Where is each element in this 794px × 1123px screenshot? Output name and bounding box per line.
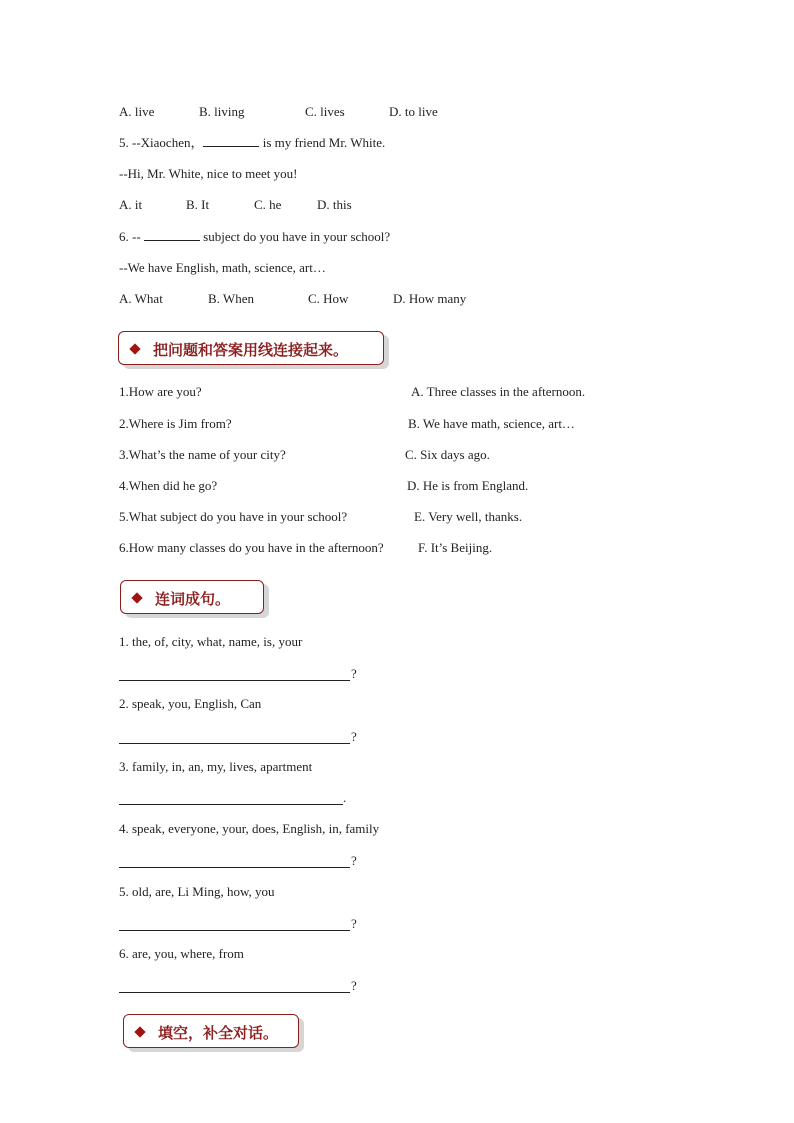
match-answer: E. Very well, thanks. (414, 509, 523, 524)
q6-blank[interactable] (144, 229, 200, 241)
q5-option-a: A. it (119, 197, 143, 212)
match-answer: F. It’s Beijing. (418, 540, 493, 555)
q4-option-b: B. living (199, 104, 245, 119)
answer-line[interactable] (119, 804, 343, 805)
q6-question (119, 229, 390, 245)
answer-line[interactable] (119, 743, 350, 744)
match-answer: B. We have math, science, art… (408, 416, 575, 431)
section-title-fill: 填空，补全对话。 (158, 1024, 279, 1042)
diamond-icon (134, 1026, 145, 1037)
answer-line[interactable] (119, 867, 350, 868)
q5-reply: --Hi, Mr. White, nice to meet you! (119, 166, 298, 181)
q5-option-d: D. this (317, 197, 352, 212)
q5-option-c: C. he (254, 197, 282, 212)
section-title-order: 连词成句。 (155, 590, 231, 608)
q4-option-c: C. lives (305, 104, 345, 119)
answer-end-mark: . (343, 790, 347, 805)
q5-question (119, 135, 385, 151)
answer-line[interactable] (119, 992, 350, 993)
q5-blank[interactable] (203, 135, 259, 147)
order-words: 2. speak, you, English, Can (119, 696, 262, 711)
match-question: 6.How many classes do you have in the afternoon? (119, 540, 384, 555)
section-header-order (120, 580, 264, 614)
match-answer: D. He is from England. (407, 478, 529, 493)
match-question: 5.What subject do you have in your school? (119, 509, 348, 524)
match-question: 1.How are you? (119, 384, 202, 399)
section-title-match: 把问题和答案用线连接起来。 (153, 341, 349, 359)
q6-reply: --We have English, math, science, art… (119, 260, 326, 275)
match-question: 3.What’s the name of your city? (119, 447, 286, 462)
order-words: 1. the, of, city, what, name, is, your (119, 634, 303, 649)
q6-prefix: 6. -- (119, 229, 144, 244)
answer-end-mark: ? (351, 916, 357, 931)
q6-option-c: C. How (308, 291, 349, 306)
order-words: 6. are, you, where, from (119, 946, 244, 961)
order-words: 3. family, in, an, my, lives, apartment (119, 759, 313, 774)
section-header-fill (123, 1014, 299, 1048)
order-words: 4. speak, everyone, your, does, English, in, family (119, 821, 380, 836)
answer-end-mark: ? (351, 978, 357, 993)
q5-prefix: 5. --Xiaochen， (119, 135, 204, 150)
q4-option-a: A. live (119, 104, 155, 119)
diamond-icon (131, 592, 142, 603)
q5-option-b: B. It (186, 197, 210, 212)
match-question: 2.Where is Jim from? (119, 416, 232, 431)
match-question: 4.When did he go? (119, 478, 218, 493)
q6-option-d: D. How many (393, 291, 467, 306)
q6-suffix: subject do you have in your school? (199, 229, 391, 244)
section-header-match (118, 331, 384, 365)
order-words: 5. old, are, Li Ming, how, you (119, 884, 275, 899)
answer-end-mark: ? (351, 666, 357, 681)
q4-option-d: D. to live (389, 104, 438, 119)
answer-line[interactable] (119, 930, 350, 931)
answer-end-mark: ? (351, 853, 357, 868)
answer-line[interactable] (119, 680, 350, 681)
match-answer: A. Three classes in the afternoon. (411, 384, 586, 399)
q5-suffix: is my friend Mr. White. (259, 135, 386, 150)
answer-end-mark: ? (351, 729, 357, 744)
diamond-icon (129, 343, 140, 354)
q6-option-b: B. When (208, 291, 254, 306)
q6-option-a: A. What (119, 291, 163, 306)
match-answer: C. Six days ago. (405, 447, 490, 462)
